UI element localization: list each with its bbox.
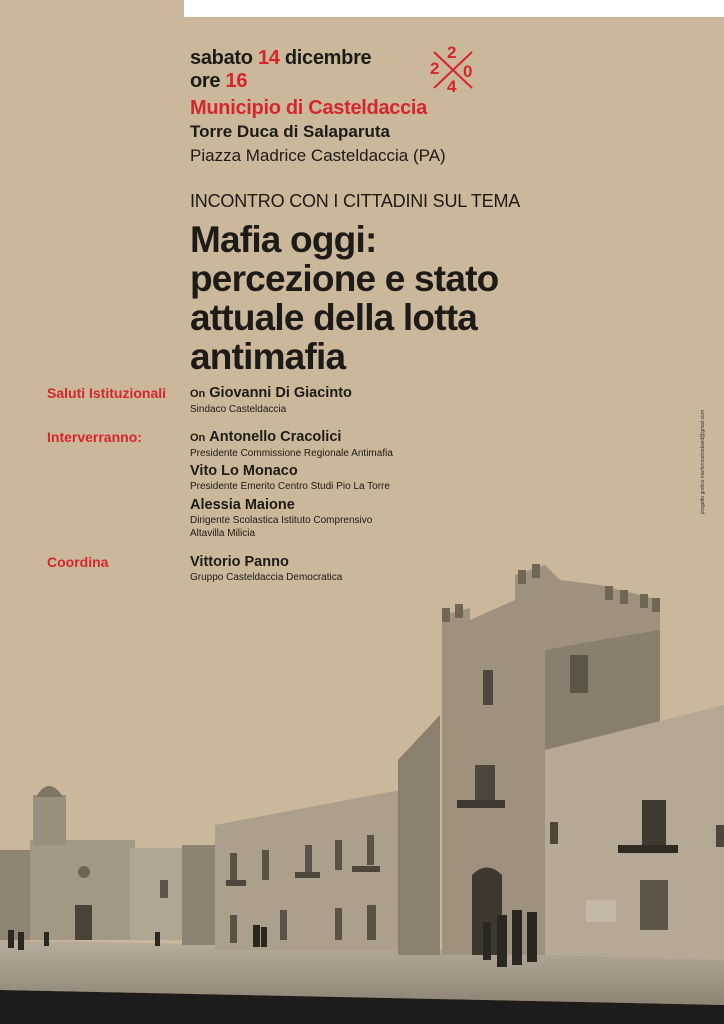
speaker-name: Alessia Maione — [190, 497, 295, 513]
speaker-alessia-maione — [190, 497, 372, 540]
speaker-name: Antonello Cracolici — [209, 429, 342, 445]
speaker-name: Giovanni Di Giacinto — [209, 385, 352, 401]
section-label-coordina: Coordina — [47, 554, 109, 570]
speaker-role: Presidente Emerito Centro Studi Pio La Torre — [190, 481, 390, 492]
intro-heading: INCONTRO CON I CITTADINI SUL TEMA — [190, 191, 521, 211]
speaker-name: Vito Lo Monaco — [190, 463, 298, 479]
event-day: sabato — [190, 47, 253, 69]
speaker-role: Dirigente Scolastica Istituto Comprensivo — [190, 515, 373, 526]
anniversary-logo — [428, 44, 478, 94]
top-white-band — [184, 0, 724, 17]
logo-digit-bottom: 4 — [447, 77, 457, 96]
speaker-vito-lo-monaco — [190, 463, 390, 493]
title-line: attuale della lotta — [190, 297, 478, 338]
speaker-role: Gruppo Casteldaccia Democratica — [190, 572, 343, 583]
event-date-time — [190, 47, 371, 93]
title-line: antimafia — [190, 336, 346, 377]
event-month: dicembre — [284, 47, 372, 69]
speaker-role-line2: Altavilla Milicia — [190, 528, 256, 539]
design-credit: progetto grafico marfornostrodavid@gmail.com — [700, 410, 706, 515]
venue-name: Municipio di Casteldaccia — [190, 97, 428, 119]
speaker-giovanni-di-giacinto — [190, 385, 352, 416]
event-time: 16 — [225, 70, 248, 92]
logo-digit-right: 0 — [463, 62, 473, 81]
speaker-role: Presidente Commissione Regionale Antimafia — [190, 448, 393, 459]
section-label-interverranno: Interverranno: — [47, 429, 142, 445]
speaker-prefix: On — [190, 432, 206, 444]
poster-title — [190, 220, 610, 376]
event-date-number: 14 — [257, 47, 280, 69]
logo-digit-left: 2 — [430, 59, 440, 78]
title-line: Mafia oggi: — [190, 219, 377, 260]
title-line: percezione e stato — [190, 258, 499, 299]
historic-castle-photo — [0, 560, 724, 1024]
speaker-antonello-cracolici — [190, 429, 393, 460]
speaker-prefix: On — [190, 388, 206, 400]
venue-address-line2: Piazza Madrice Casteldaccia (PA) — [190, 146, 446, 165]
section-label-saluti: Saluti Istituzionali — [47, 385, 167, 401]
speaker-role: Sindaco Casteldaccia — [190, 404, 287, 415]
logo-digit-top: 2 — [447, 43, 457, 62]
event-time-label: ore — [190, 70, 221, 92]
speaker-name: Vittorio Panno — [190, 554, 289, 570]
venue-address-line1: Torre Duca di Salaparuta — [190, 122, 390, 141]
